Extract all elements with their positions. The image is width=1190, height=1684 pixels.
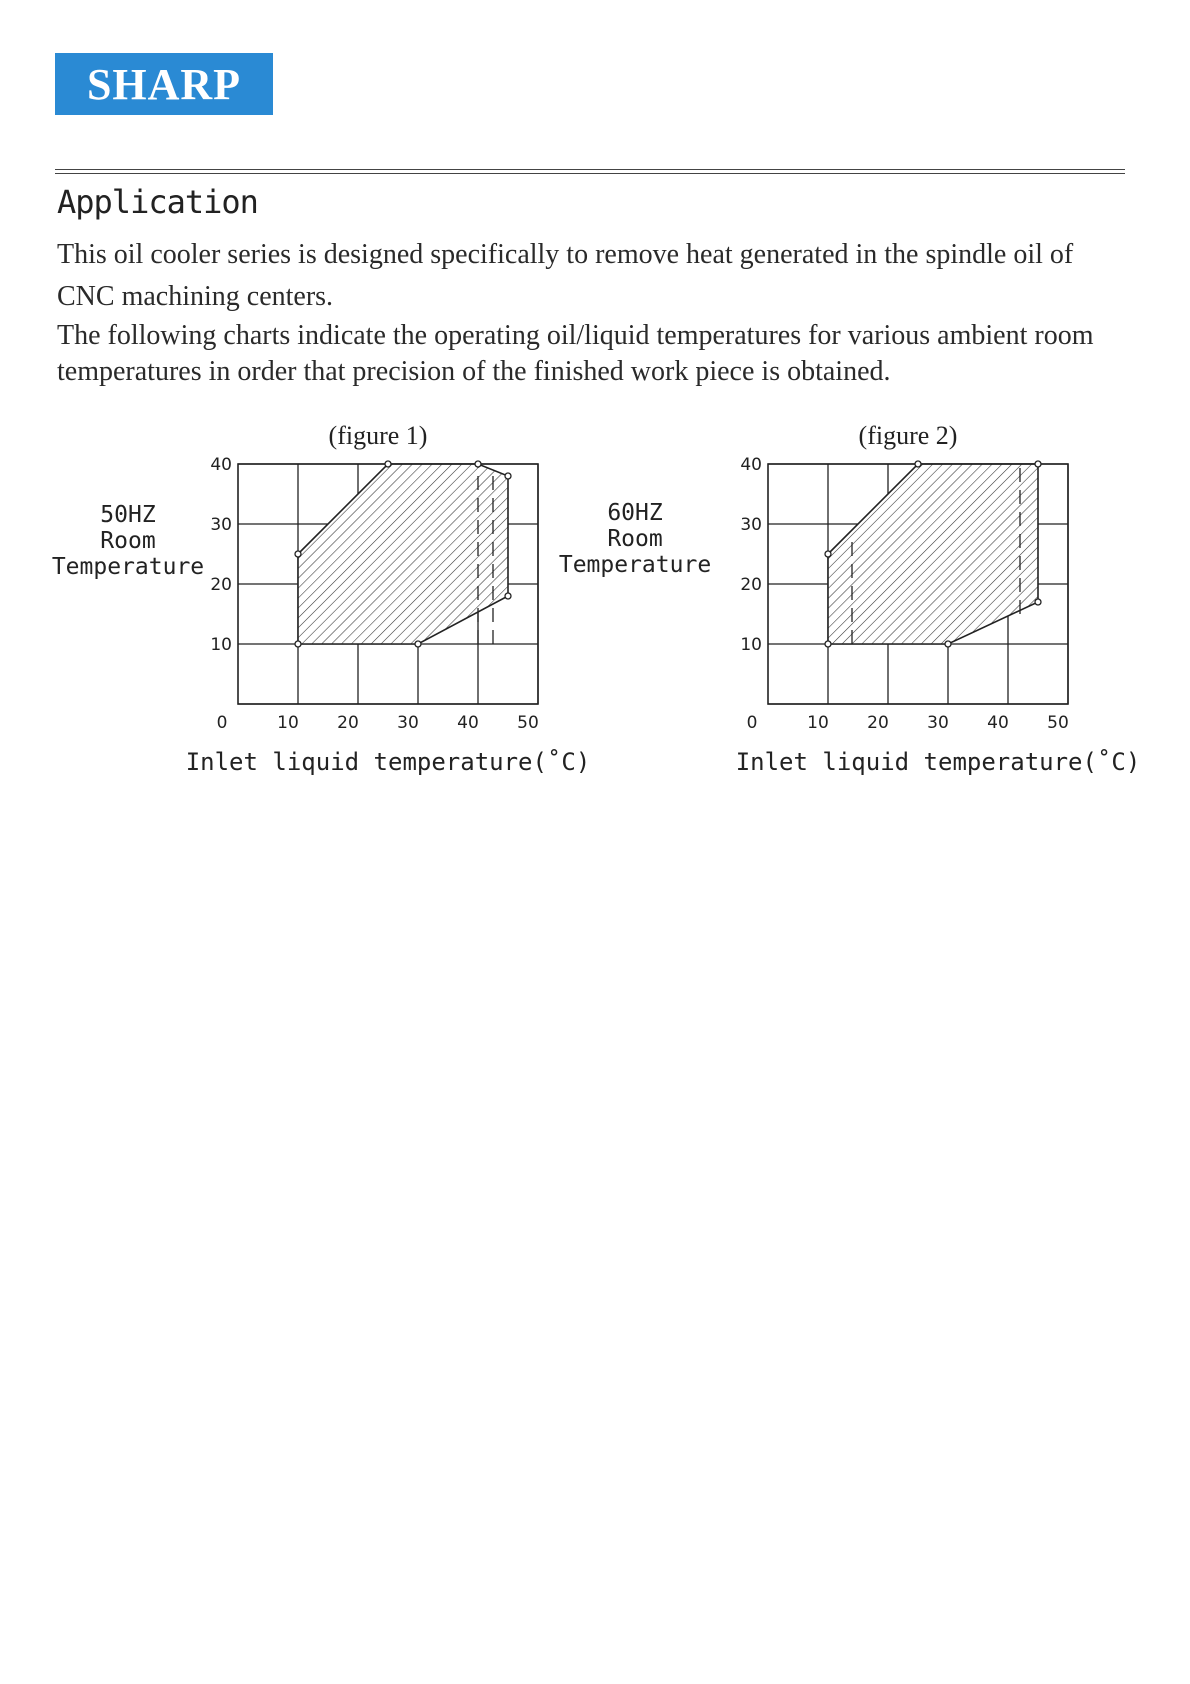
x-tick-label: 20 [337,713,359,733]
y-axis-label-line: Room [100,528,156,554]
operating-range-region [298,464,508,644]
vertex-marker [475,461,481,467]
vertex-marker [295,551,301,557]
x-tick-label: 10 [807,713,829,733]
x-tick-label: 40 [987,713,1009,733]
x-tick-label: 20 [867,713,889,733]
vertex-marker [945,641,951,647]
vertex-marker [295,641,301,647]
y-axis-label-line: Room [607,526,663,552]
x-tick-label: 50 [1047,713,1069,733]
header-rule-thin [55,173,1125,174]
x-axis-label: Inlet liquid temperature(˚C) [735,748,1141,776]
x-tick-label: 10 [277,713,299,733]
y-axis-label-line: Temperature [51,554,205,580]
y-tick-label: 20 [740,575,762,595]
y-axis-label-line: 50HZ [100,502,156,528]
x-tick-label: 30 [927,713,949,733]
origin-tick-label: 0 [216,713,228,733]
chart-title: (figure 1) [328,421,428,450]
vertex-marker [1035,599,1041,605]
operating-range-region [828,464,1038,644]
figure-1-svg [50,421,610,820]
figure-1-chart [50,421,610,820]
sharp-logo [55,53,273,115]
y-tick-label: 40 [210,455,232,475]
vertex-marker [915,461,921,467]
figure-2-chart [558,421,1170,820]
x-tick-label: 50 [517,713,539,733]
y-tick-label: 30 [740,515,762,535]
x-tick-label: 40 [457,713,479,733]
vertex-marker [825,641,831,647]
vertex-marker [505,473,511,479]
origin-tick-label: 0 [746,713,758,733]
x-tick-label: 30 [397,713,419,733]
header-rule-thick [55,169,1125,170]
brand-wordmark: SHARP [86,59,242,109]
y-axis-label-line: Temperature [558,552,712,578]
section-heading: Application [57,183,258,221]
charts-description-paragraph: The following charts indicate the operating oil/liquid temperatures for various ambient room temperatures in order that precision of the finished work piece is obtained. [57,320,1094,387]
y-tick-label: 20 [210,575,232,595]
y-tick-label: 40 [740,455,762,475]
intro-paragraph: This oil cooler series is designed specifically to remove heat generated in the spindle oil of CNC machining centers. [57,239,1074,312]
y-tick-label: 10 [740,635,762,655]
vertex-marker [1035,461,1041,467]
vertex-marker [505,593,511,599]
vertex-marker [415,641,421,647]
vertex-marker [825,551,831,557]
x-axis-label: Inlet liquid temperature(˚C) [185,748,591,776]
y-tick-label: 10 [210,635,232,655]
figure-2-svg [558,421,1170,820]
vertex-marker [385,461,391,467]
y-tick-label: 30 [210,515,232,535]
y-axis-label-line: 60HZ [607,500,663,526]
chart-title: (figure 2) [858,421,958,450]
